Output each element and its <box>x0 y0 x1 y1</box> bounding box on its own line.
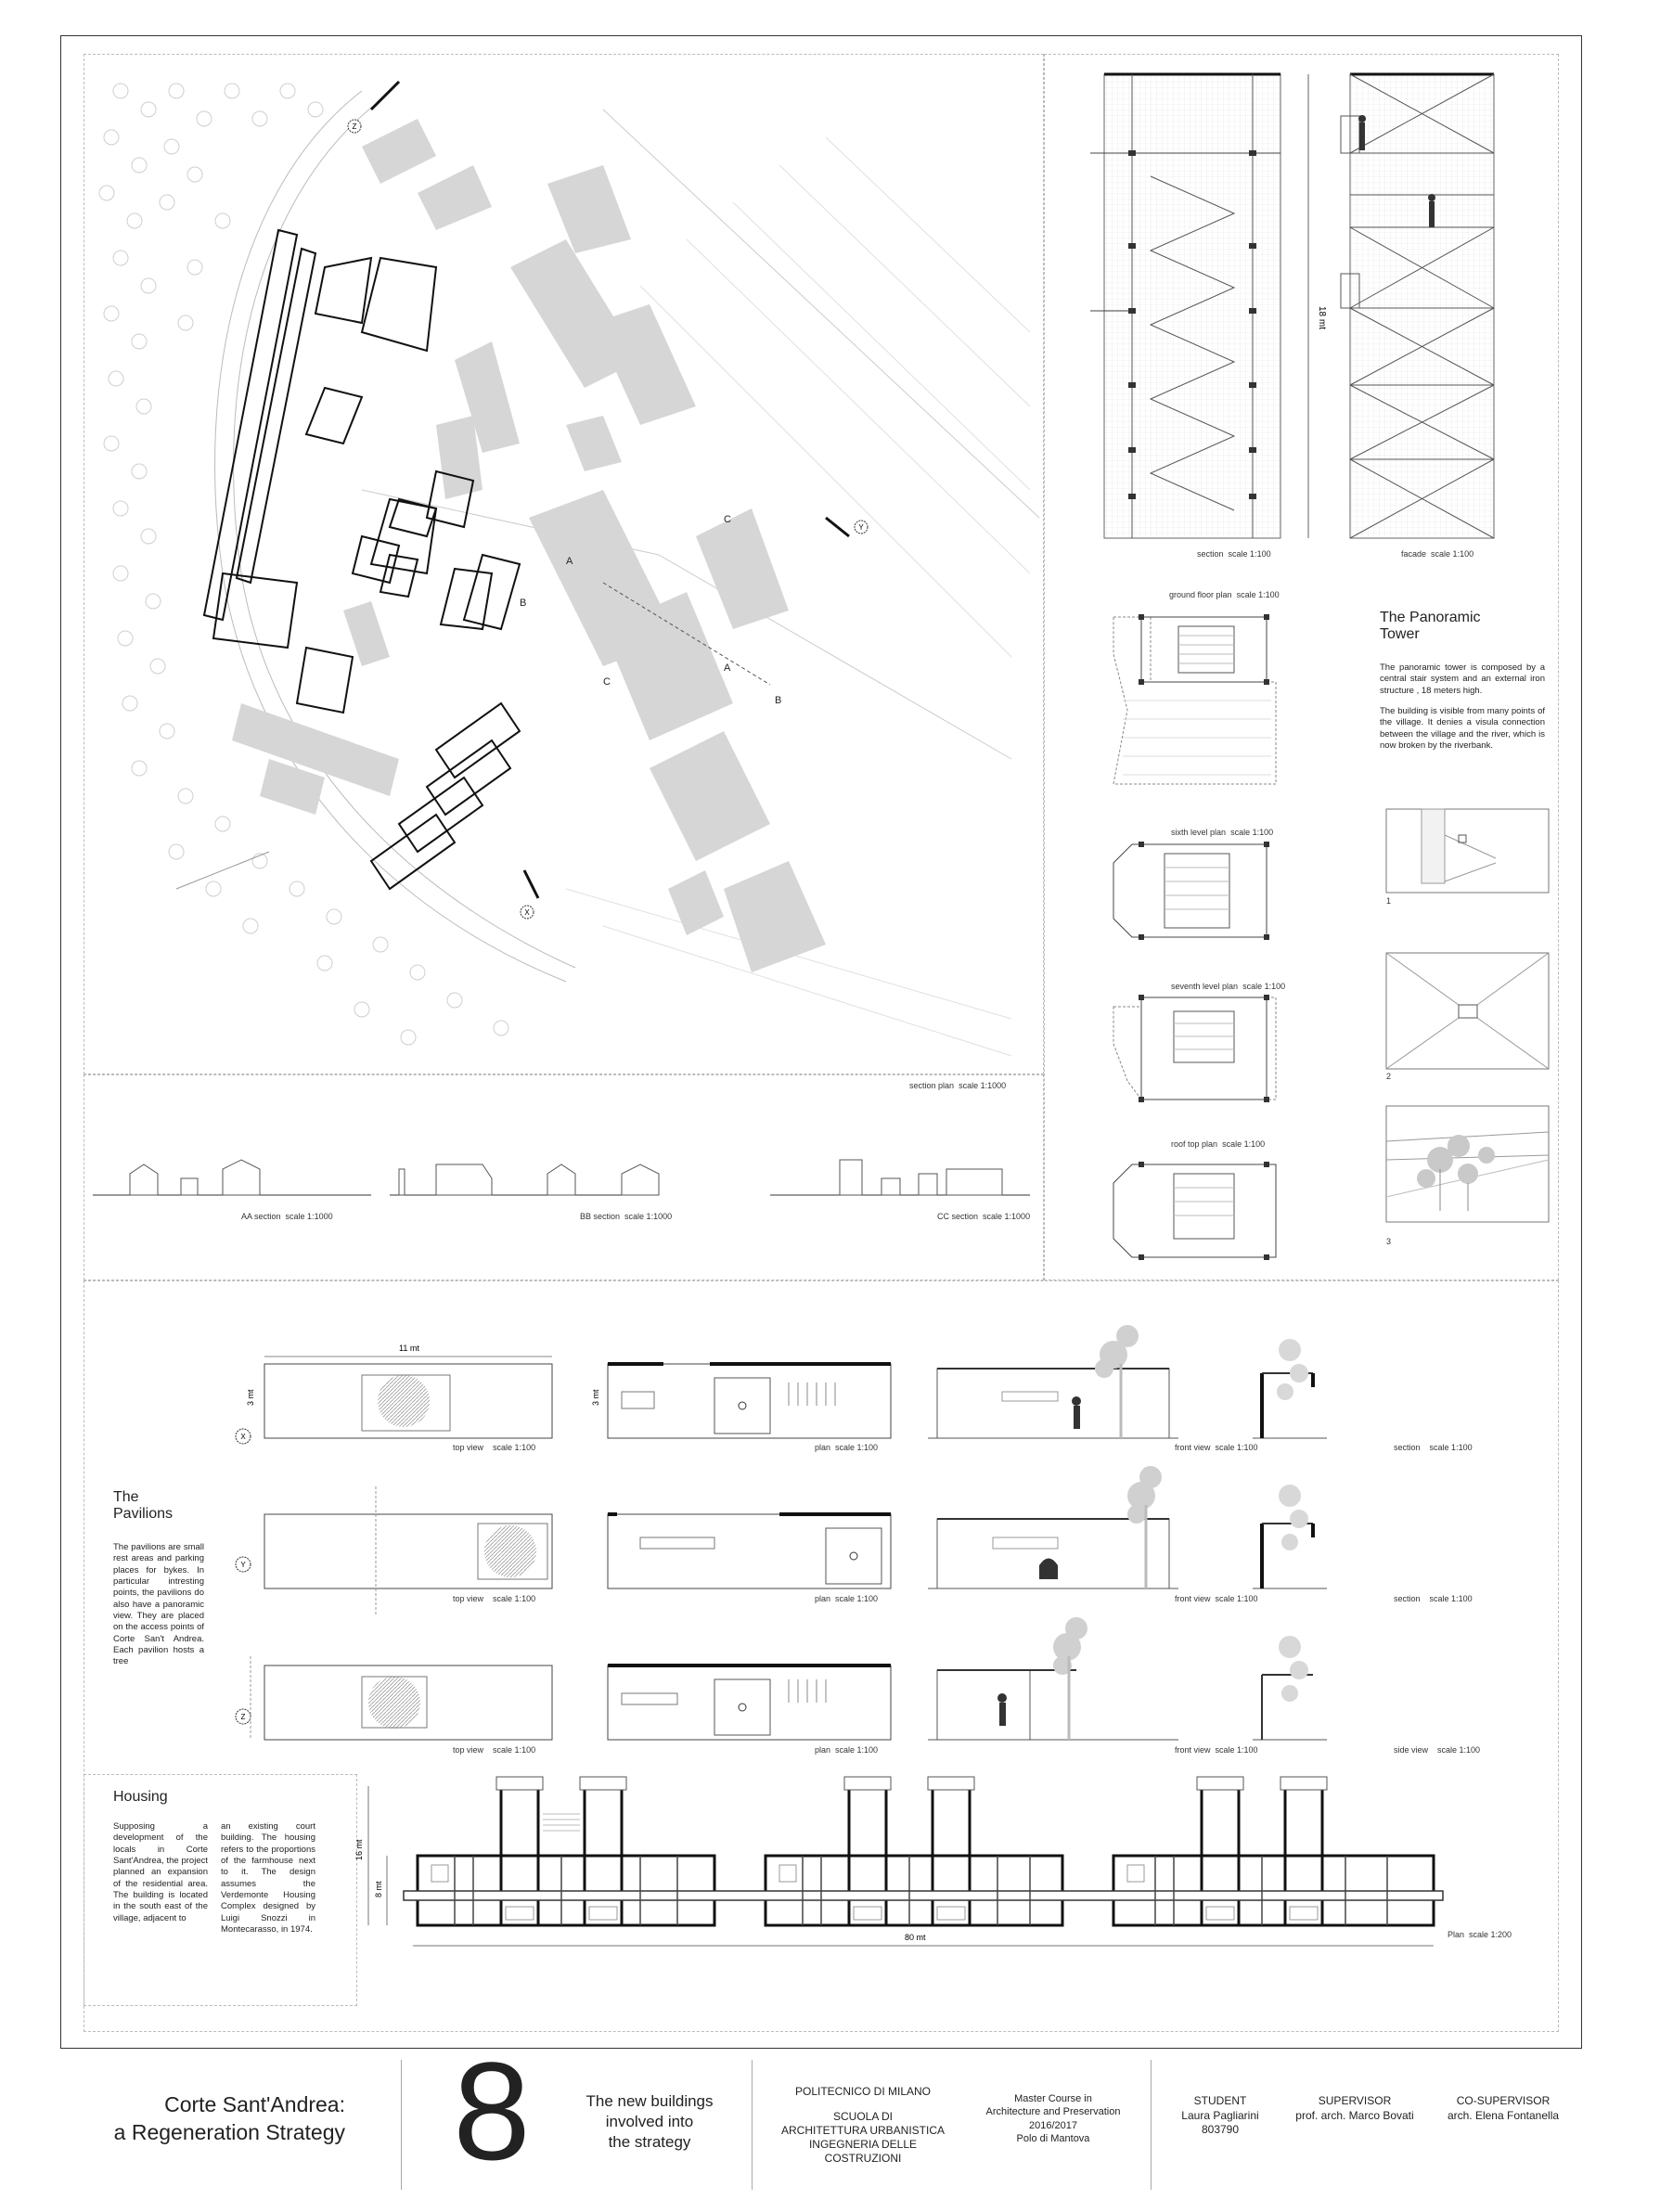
svg-text:3 mt: 3 mt <box>246 1389 255 1406</box>
svg-text:Z: Z <box>240 1713 246 1721</box>
pav-y-front-label: front view scale 1:100 <box>1175 1594 1258 1603</box>
course-info: Master Course in Architecture and Preservation 2016/2017 Polo di Mantova <box>985 2093 1121 2144</box>
pav-z-front-label: front view scale 1:100 <box>1175 1745 1258 1755</box>
footer-divider <box>752 2060 753 2190</box>
svg-text:Y: Y <box>858 523 864 532</box>
pavilion-marker-y <box>826 518 868 536</box>
plan-label-sixth: sixth level plan scale 1:100 <box>1171 828 1274 837</box>
pavilion-marker-z <box>348 82 399 133</box>
svg-text:X: X <box>524 908 530 917</box>
tower-description: The panoramic tower is composed by a central stair system and an external iron structure , 18 meters high. The building is visible from many points of the village. It denies a visula connection between the village and the river, which is now broken by the riverbank. <box>1380 662 1545 752</box>
pavilion-drawings <box>223 1336 1522 1772</box>
tower-facade <box>1341 74 1494 538</box>
svg-text:C: C <box>724 514 731 525</box>
svg-text:11 mt: 11 mt <box>399 1344 419 1353</box>
sixth-level-plan <box>1113 842 1269 940</box>
section-cc-label: CC section scale 1:1000 <box>937 1212 1031 1221</box>
view-2-label: 2 <box>1386 1072 1392 1081</box>
plan-label-roof: roof top plan scale 1:100 <box>1171 1139 1266 1149</box>
pavilions-title: The Pavilions <box>113 1489 174 1523</box>
view-3-label: 3 <box>1386 1237 1392 1246</box>
footer-divider <box>401 2060 402 2190</box>
supervisor-info: SUPERVISOR prof. arch. Marco Bovati <box>1295 2094 1414 2122</box>
new-buildings <box>204 230 520 889</box>
svg-text:B: B <box>520 598 527 609</box>
pav-x-top-label: top view scale 1:100 <box>453 1443 536 1452</box>
housing-plan-label: Plan scale 1:200 <box>1448 1930 1512 1939</box>
seventh-level-plan <box>1113 995 1276 1102</box>
pav-y-top-label: top view scale 1:100 <box>453 1594 536 1603</box>
plan-label-seventh: seventh level plan scale 1:100 <box>1171 982 1286 991</box>
housing-plan <box>354 1768 1563 2018</box>
tower-elevations <box>1095 65 1531 547</box>
pavilion-marker-x <box>521 870 538 919</box>
sheet-number: 8 <box>453 2033 531 2189</box>
site-sections-drawing <box>84 1123 1044 1206</box>
pav-z-plan-label: plan scale 1:100 <box>815 1745 879 1755</box>
svg-text:X: X <box>240 1433 246 1441</box>
plan-label-ground: ground floor plan scale 1:100 <box>1169 590 1280 599</box>
tower-section <box>1090 74 1280 538</box>
roof-top-plan <box>1113 1162 1276 1260</box>
pav-y-plan-label: plan scale 1:100 <box>815 1594 879 1603</box>
view-3 <box>1386 1106 1549 1222</box>
svg-text:3 mt: 3 mt <box>591 1389 600 1406</box>
student-info: STUDENT Laura Pagliarini 803790 <box>1181 2094 1259 2137</box>
svg-text:C: C <box>603 676 611 688</box>
tower-facade-label: facade scale 1:100 <box>1401 549 1474 559</box>
section-aa-label: AA section scale 1:1000 <box>241 1212 333 1221</box>
pav-z-top-label: top view scale 1:100 <box>453 1745 536 1755</box>
sheet-subtitle: The new buildings involved into the strategy <box>586 2092 714 2152</box>
site-plan-drawing <box>84 54 1044 1074</box>
svg-text:B: B <box>775 695 782 706</box>
pavilion-z-row <box>236 1617 1327 1740</box>
pav-x-front-label: front view scale 1:100 <box>1175 1443 1258 1452</box>
view-1-label: 1 <box>1386 896 1392 906</box>
tower-plans <box>1104 598 1290 1267</box>
existing-buildings <box>232 119 826 972</box>
svg-text:A: A <box>566 556 573 567</box>
school-info: POLITECNICO DI MILANO SCUOLA DI ARCHITETTURA URBANISTICA INGEGNERIA DELLE COSTRUZIONI <box>780 2085 945 2165</box>
svg-text:18 mt: 18 mt <box>1317 306 1327 330</box>
pav-x-plan-label: plan scale 1:100 <box>815 1443 879 1452</box>
section-bb-label: BB section scale 1:1000 <box>580 1212 673 1221</box>
tower-title: The Panoramic Tower <box>1380 610 1481 643</box>
housing-text-col2: an existing court building. The housing refers to the proportions of the farmhouse next to it. The design assumes the Verdemonte Housing Complex designed by Luigi Snozzi in Montecarasso, in 1974. <box>221 1821 315 1936</box>
pav-x-section-label: section scale 1:100 <box>1394 1443 1473 1452</box>
view-2 <box>1386 953 1549 1069</box>
pavilions-description: The pavilions are small rest areas and parking places for bykes. In particular intresting points, the pavilions do also have a panoramic view. They are placed on the access points of Corte San't Andrea. Each pavilion hosts a tree <box>113 1542 204 1667</box>
svg-text:Y: Y <box>240 1561 246 1569</box>
svg-text:80 mt: 80 mt <box>905 1933 926 1942</box>
pav-y-section-label: section scale 1:100 <box>1394 1594 1473 1603</box>
pav-z-side-label: side view scale 1:100 <box>1394 1745 1481 1755</box>
pavilion-y-row <box>236 1466 1327 1616</box>
ground-floor-plan <box>1113 614 1276 784</box>
footer-divider <box>1151 2060 1152 2190</box>
tower-section-label: section scale 1:100 <box>1197 549 1271 559</box>
svg-text:Z: Z <box>352 122 357 131</box>
housing-text-col1: Supposing a development of the locals in Corte Sant'Andrea, the project planned an expansion of the residential area. The building is located in the south east of the village, adjacent to <box>113 1821 208 1923</box>
svg-text:A: A <box>724 662 731 674</box>
tower-perspectives <box>1384 807 1551 1243</box>
svg-text:16 mt: 16 mt <box>354 1839 364 1860</box>
housing-title: Housing <box>113 1789 168 1805</box>
view-1 <box>1386 809 1549 893</box>
section-plan-label: section plan scale 1:1000 <box>909 1081 1007 1090</box>
svg-text:8 mt: 8 mt <box>374 1881 383 1897</box>
cosupervisor-info: CO-SUPERVISOR arch. Elena Fontanella <box>1447 2094 1560 2122</box>
project-title: Corte Sant'Andrea: a Regeneration Strategy <box>113 2092 345 2144</box>
tree-pattern <box>99 84 508 1045</box>
